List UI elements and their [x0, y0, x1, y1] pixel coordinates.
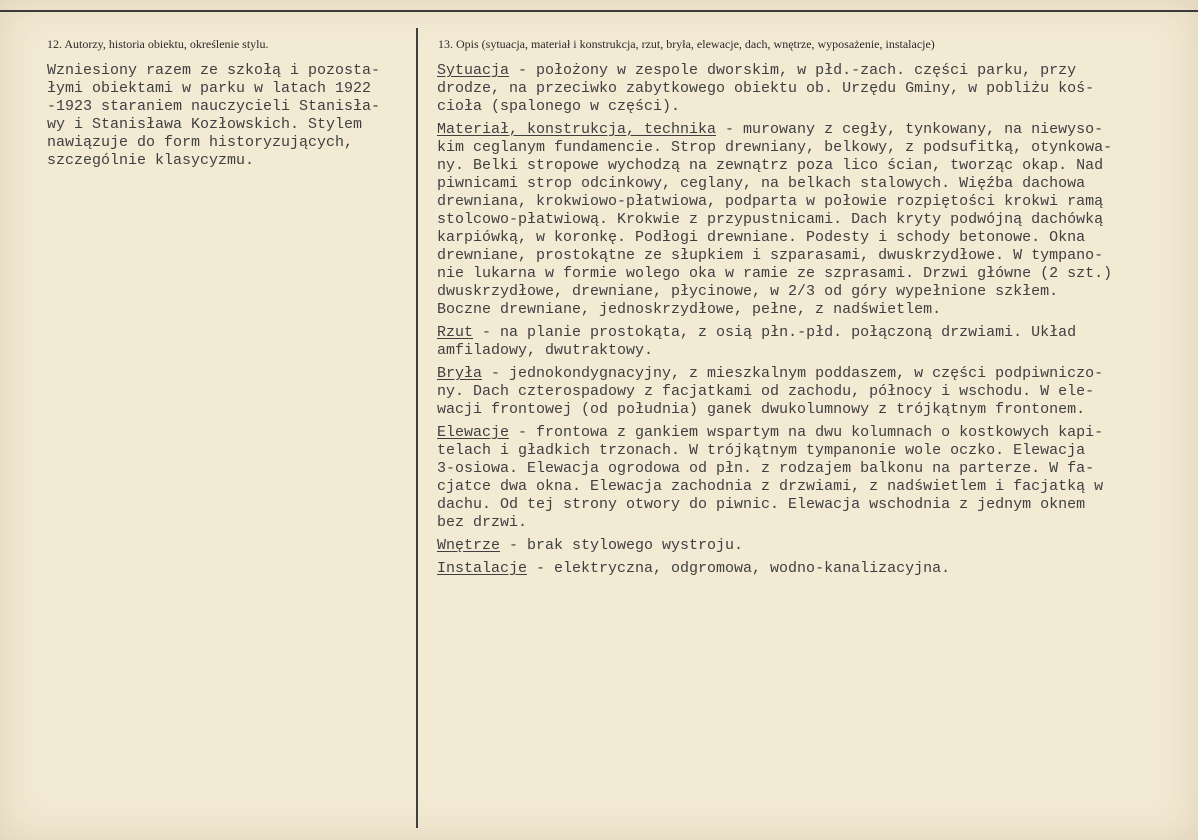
- text-span: - elektryczna, odgromowa, wodno-kanalizacyjna.: [527, 560, 951, 577]
- paragraph-heading: Wnętrze: [437, 537, 501, 554]
- text-line: łymi obiektami w parku w latach 1922: [47, 80, 372, 97]
- text-line: [437, 121, 1177, 139]
- section-13-heading: 13. Opis (sytuacja, materiał i konstrukcja, rzut, bryła, elewacje, dach, wnętrze, wyposażenie, instalacje): [438, 37, 935, 51]
- text-line: piwnicami strop odcinkowy, ceglany, na belkach stalowych. Więźba dachowa: [437, 175, 1086, 192]
- text-line: Wzniesiony razem ze szkołą i pozosta-: [47, 62, 381, 79]
- section-13-text: [437, 62, 1177, 583]
- text-line: stolcowo-płatwiową. Krokwie z przypustnicami. Dach kryty podwójną dachówką: [437, 211, 1104, 228]
- text-line: kim ceglanym fundamencie. Strop drewniany, belkowy, z podsufitką, otynkowa-: [437, 139, 1113, 156]
- text-span: - położony w zespole dworskim, w płd.-zach. części parku, przy: [509, 62, 1077, 79]
- text-span: - murowany z cegły, tynkowany, na niewyso-: [716, 121, 1104, 138]
- paragraph-heading: Bryła: [437, 365, 483, 382]
- text-line: dachu. Od tej strony otwory do piwnic. Elewacja wschodnia z jednym oknem: [437, 496, 1086, 513]
- text-line: bez drzwi.: [437, 514, 528, 531]
- text-line: [437, 537, 1177, 555]
- section-12-text: [47, 62, 409, 170]
- paragraph-wnetrze: [437, 537, 1177, 555]
- text-line: [437, 324, 1177, 342]
- text-line: drodze, na przeciwko zabytkowego obiektu ob. Urzędu Gminy, w pobliżu koś-: [437, 80, 1095, 97]
- paragraph-instalacje: [437, 560, 1177, 578]
- text-line: ny. Dach czterospadowy z facjatkami od zachodu, północy i wschodu. W ele-: [437, 383, 1095, 400]
- text-line: [437, 560, 1177, 578]
- column-divider: [416, 28, 418, 828]
- text-line: -1923 staraniem nauczycieli Stanisła-: [47, 98, 381, 115]
- top-border: [0, 0, 1198, 12]
- text-line: Boczne drewniane, jednoskrzydłowe, pełne, z nadświetlem.: [437, 301, 942, 318]
- text-line: [437, 424, 1177, 442]
- paragraph-elewacje: [437, 424, 1177, 532]
- text-span: - jednokondygnacyjny, z mieszkalnym poddaszem, w części podpiwniczo-: [482, 365, 1104, 382]
- text-line: 3-osiowa. Elewacja ogrodowa od płn. z rodzajem balkonu na parterze. W fa-: [437, 460, 1095, 477]
- paragraph-material: [437, 121, 1177, 319]
- paragraph-sytuacja: [437, 62, 1177, 116]
- text-span: - na planie prostokąta, z osią płn.-płd. połączoną drzwiami. Układ: [473, 324, 1077, 341]
- text-line: wacji frontowej (od południa) ganek dwukolumnowy z trójkątnym frontonem.: [437, 401, 1086, 418]
- text-line: nawiązuje do form historyzujących,: [47, 134, 354, 151]
- paragraph-heading: Sytuacja: [437, 62, 510, 79]
- paragraph-heading: Instalacje: [437, 560, 528, 577]
- text-span: - brak stylowego wystroju.: [500, 537, 744, 554]
- text-line: wy i Stanisława Kozłowskich. Stylem: [47, 116, 363, 133]
- text-line: karpiówką, w koronkę. Podłogi drewniane. Podesty i schody betonowe. Okna: [437, 229, 1086, 246]
- text-line: drewniane, prostokątne ze słupkiem i szparasami, dwuskrzydłowe. W tympano-: [437, 247, 1104, 264]
- text-line: cjatce dwa okna. Elewacja zachodnia z drzwiami, z nadświetlem i facjatką w: [437, 478, 1104, 495]
- text-line: szczególnie klasycyzmu.: [47, 152, 255, 169]
- paragraph-heading: Elewacje: [437, 424, 510, 441]
- paragraph-heading: Materiał, konstrukcja, technika: [437, 121, 717, 138]
- text-line: amfiladowy, dwutraktowy.: [437, 342, 654, 359]
- paragraph-heading: Rzut: [437, 324, 474, 341]
- section-12-heading: 12. Autorzy, historia obiektu, określenie stylu.: [47, 37, 269, 51]
- text-line: nie lukarna w formie wolego oka w ramie ze szprasami. Drzwi główne (2 szt.): [437, 265, 1113, 282]
- text-line: ny. Belki stropowe wychodzą na zewnątrz poza lico ścian, tworząc okap. Nad: [437, 157, 1104, 174]
- text-line: drewniana, krokwiowo-płatwiowa, podparta w połowie rozpiętości krokwi ramą: [437, 193, 1104, 210]
- text-line: dwuskrzydłowe, drewniane, płycinowe, w 2/3 od góry wypełnione szkłem.: [437, 283, 1059, 300]
- text-line: [437, 365, 1177, 383]
- text-line: telach i gładkich trzonach. W trójkątnym tympanonie wole oczko. Elewacja: [437, 442, 1086, 459]
- text-line: cioła (spalonego w części).: [437, 98, 681, 115]
- text-span: - frontowa z gankiem wspartym na dwu kolumnach o kostkowych kapi-: [509, 424, 1104, 441]
- paragraph-rzut: [437, 324, 1177, 360]
- text-line: [437, 62, 1177, 80]
- paragraph-bryla: [437, 365, 1177, 419]
